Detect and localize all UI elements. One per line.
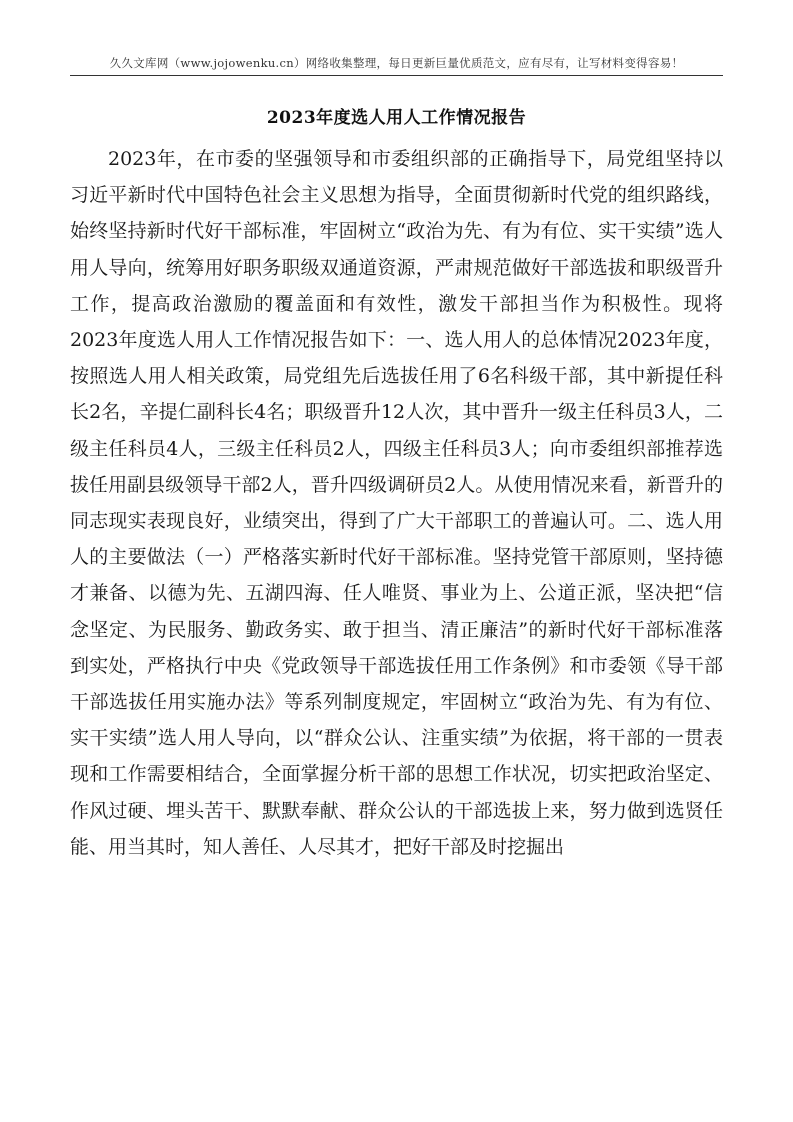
header-watermark-text: 久久文库网（www.jojowenku.cn）网络收集整理，每日更新巨量优质范文，应有尽有，让写材料变得容易！ xyxy=(109,56,684,70)
header-divider xyxy=(70,75,723,76)
page-title: 2023年度选人用人工作情况报告 xyxy=(266,108,527,128)
body-paragraph: 2023年，在市委的坚强领导和市委组织部的正确指导下，局党组坚持以习近平新时代中国特色社会主义思想为指导，全面贯彻新时代党的组织路线，始终坚持新时代好干部标准，牢固树立“政治为先、有为有位、实干实绩”选人用人导向，统筹用好职务职级双通道资源，严肃规范做好干部选拔和职级晋升工作，提高政治激励的覆盖面和有效性，激发干部担当作为积极性。现将2023年度选人用人工作情况报告如下：一、选人用人的总体情况2023年度，按照选人用人相关政策，局党组先后选拔任用了6名科级干部，其中新提任科长2名，辛提仁副科长4名；职级晋升12人次，其中晋升一级主任科员3人，二级主任科员4人，三级主任科员2人，四级主任科员3人；向市委组织部推荐选拔任用副县级领导干部2人，晋升四级调研员2人。从使用情况来看，新晋升的同志现实表现良好，业绩突出，得到了广大干部职工的普遍认可。二、选人用人的主要做法（一）严格落实新时代好干部标准。坚持党管干部原则，坚持德才兼备、以德为先、五湖四海、任人唯贤、事业为上、公道正派，坚决把“信念坚定、为民服务、勤政务实、敢于担当、清正廉洁”的新时代好干部标准落到实处，严格执行中央《党政领导干部选拔任用工作条例》和市委领《导干部干部选拔任用实施办法》等系列制度规定，牢固树立“政治为先、有为有位、实干实绩”选人用人导向，以“群众公认、注重实绩”为依据，将干部的一贯表现和工作需要相结合，全面掌握分析干部的思想工作状况，切实把政治坚定、作风过硬、埋头苦干、默默奉献、群众公认的干部选拔上来，努力做到选贤任能、用当其时，知人善任、人尽其才，把好干部及时挖掘出 xyxy=(70,148,723,858)
